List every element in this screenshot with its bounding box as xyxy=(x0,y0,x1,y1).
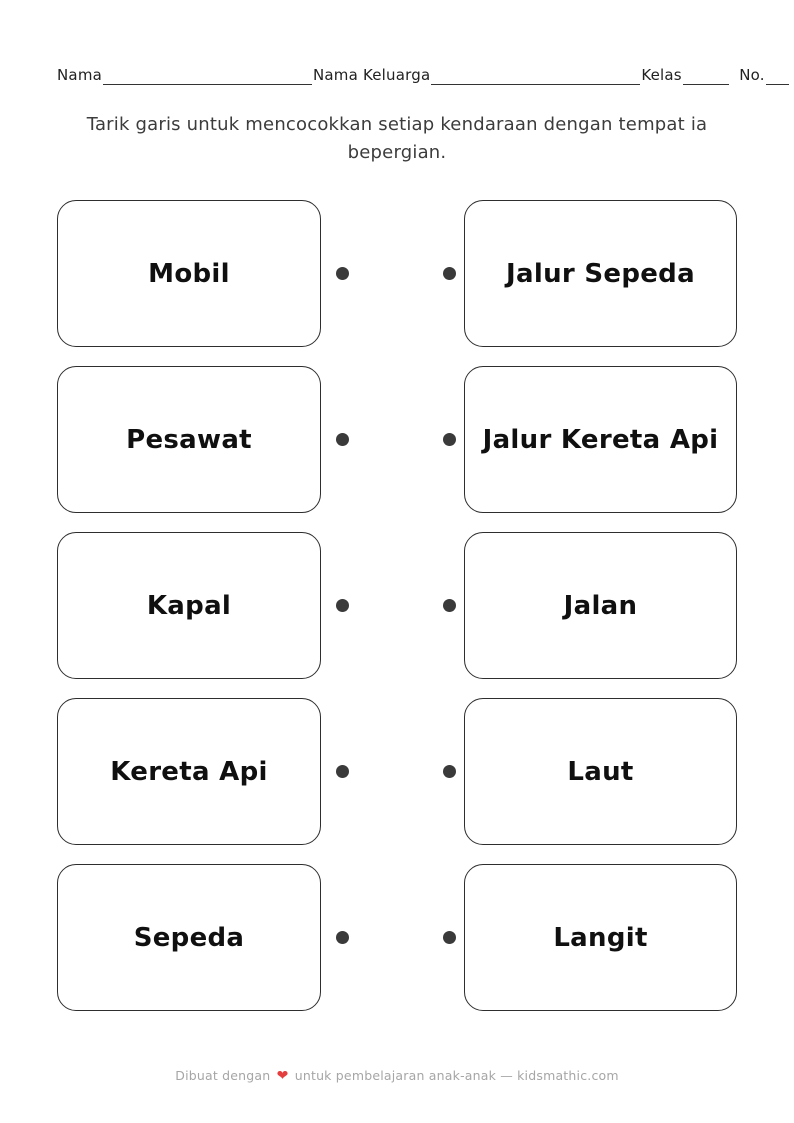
match-row xyxy=(57,200,737,347)
place-card-jalur-kereta-api[interactable]: Jalur Kereta Api xyxy=(464,366,737,513)
footer-credit xyxy=(0,1068,794,1084)
vehicle-card-kereta-api[interactable]: Kereta Api xyxy=(57,698,321,845)
connector-zone xyxy=(321,532,464,679)
connector-dot-left[interactable] xyxy=(336,931,349,944)
match-row xyxy=(57,864,737,1011)
match-row xyxy=(57,532,737,679)
connector-dot-left[interactable] xyxy=(336,599,349,612)
connector-zone xyxy=(321,366,464,513)
connector-zone xyxy=(321,200,464,347)
connector-dot-right[interactable] xyxy=(443,599,456,612)
footer-text-after: untuk pembelajaran anak-anak — kidsmathic.com xyxy=(294,1068,619,1083)
number-label: No. xyxy=(739,66,765,84)
vehicle-card-sepeda[interactable]: Sepeda xyxy=(57,864,321,1011)
vehicle-card-pesawat[interactable]: Pesawat xyxy=(57,366,321,513)
name-fields-header xyxy=(57,66,790,85)
name-write-line xyxy=(103,70,312,85)
class-write-line xyxy=(683,70,729,85)
connector-zone xyxy=(321,864,464,1011)
vehicle-card-mobil[interactable]: Mobil xyxy=(57,200,321,347)
matching-area xyxy=(57,200,737,1030)
place-card-jalur-sepeda[interactable]: Jalur Sepeda xyxy=(464,200,737,347)
connector-dot-left[interactable] xyxy=(336,765,349,778)
connector-dot-right[interactable] xyxy=(443,433,456,446)
connector-zone xyxy=(321,698,464,845)
number-write-line xyxy=(766,70,789,85)
place-card-jalan[interactable]: Jalan xyxy=(464,532,737,679)
heart-icon: ❤ xyxy=(276,1068,289,1084)
match-row xyxy=(57,366,737,513)
connector-dot-right[interactable] xyxy=(443,931,456,944)
connector-dot-right[interactable] xyxy=(443,765,456,778)
footer-text-before: Dibuat dengan xyxy=(175,1068,271,1083)
family-name-label: Nama Keluarga xyxy=(312,66,431,84)
match-row xyxy=(57,698,737,845)
connector-dot-right[interactable] xyxy=(443,267,456,280)
name-label: Nama xyxy=(57,66,103,84)
connector-dot-left[interactable] xyxy=(336,433,349,446)
family-name-write-line xyxy=(431,70,640,85)
place-card-langit[interactable]: Langit xyxy=(464,864,737,1011)
connector-dot-left[interactable] xyxy=(336,267,349,280)
class-label: Kelas xyxy=(641,66,682,84)
place-card-laut[interactable]: Laut xyxy=(464,698,737,845)
instruction-text: Tarik garis untuk mencocokkan setiap kendaraan dengan tempat ia bepergian. xyxy=(86,114,708,163)
vehicle-card-kapal[interactable]: Kapal xyxy=(57,532,321,679)
